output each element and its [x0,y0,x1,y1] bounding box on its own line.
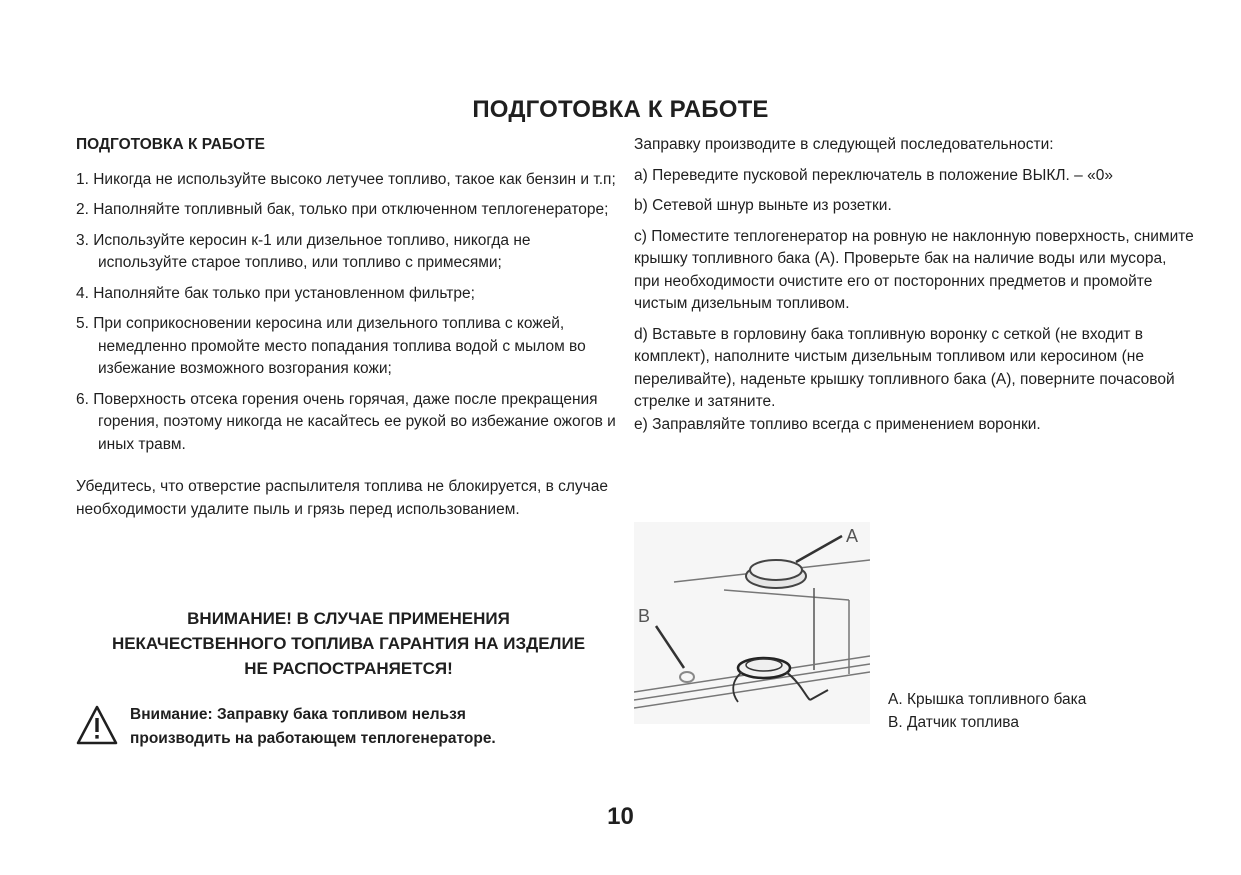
warning-line: ВНИМАНИЕ! В СЛУЧАЕ ПРИМЕНЕНИЯ [187,609,510,628]
list-item: 4. Наполняйте бак только при установленном фильтре; [76,284,475,302]
fuel-tank-figure [634,522,870,724]
fueling-intro: Заправку производите в следующей последовательности: [634,136,1054,153]
list-item: 5. При соприкосновении керосина или дизельного топлива с кожей, немедленно промойте место попадания топлива водой с мылом во избежание возможного возгорания кожи; [76,315,586,377]
left-column [76,134,621,529]
page-title: ПОДГОТОВКА К РАБОТЕ [472,96,769,123]
warning-line: НЕ РАСПОСТРАНЯЕТСЯ! [244,659,453,678]
warning-triangle-icon [76,705,118,745]
caution-line: Внимание: Заправку бака топливом нельзя [130,706,466,723]
step-item: c) Поместите теплогенератор на ровную не наклонную поверхность, снимите крышку топливного бака (A). Проверьте бак на наличие воды или мусора, при необходимости очистите его от посторонних предметов и промойте чистым дизельным топливом. [634,227,1194,312]
step-item: e) Заправляйте топливо всегда с применением воронки. [634,415,1041,433]
list-item: 6. Поверхность отсека горения очень горячая, даже после прекращения горения, поэтому никогда не касайтесь ее рукой во избежание ожогов и иных травм. [76,390,616,453]
caution-line: производить на работающем теплогенераторе. [130,730,496,747]
warranty-warning [76,606,621,681]
list-item: 2. Наполняйте топливный бак, только при отключенном теплогенераторе; [76,201,609,218]
fuel-tank-illustration [634,522,870,724]
step-item: b) Сетевой шнур выньте из розетки. [634,197,892,214]
nozzle-note: Убедитесь, что отверстие распылителя топлива не блокируется, в случае необходимости удалите пыль и грязь перед использованием. [76,478,609,518]
step-item: a) Переведите пусковой переключатель в положение ВЫКЛ. – «0» [634,166,1113,184]
list-item: 3. Используйте керосин к-1 или дизельное топливо, никогда не используйте старое топливо, или топливо с примесями; [76,231,531,271]
warning-line: НЕКАЧЕСТВЕННОГО ТОПЛИВА ГАРАНТИЯ НА ИЗДЕЛИЕ [111,634,586,653]
figure-legend [888,688,1086,734]
caution-note [76,703,621,751]
list-item: 1. Никогда не используйте высоко летучее топливо, такое как бензин и т.п; [76,170,616,188]
section-subheading: ПОДГОТОВКА К РАБОТЕ [76,136,265,153]
legend-item-a: A. Крышка топливного бака [888,691,1087,708]
figure-label-b: B [638,606,651,626]
figure-label-a: A [846,526,859,546]
page-number: 10 [607,803,634,830]
right-column [634,134,1194,444]
legend-item-b: B. Датчик топлива [888,714,1019,731]
step-item: d) Вставьте в горловину бака топливную воронку с сеткой (не входит в комплект), наполните чистым дизельным топливом или керосином (не переливайте), наденьте крышку топливного бака (A), поверните почасовой стрелке и затяните. [634,325,1175,410]
